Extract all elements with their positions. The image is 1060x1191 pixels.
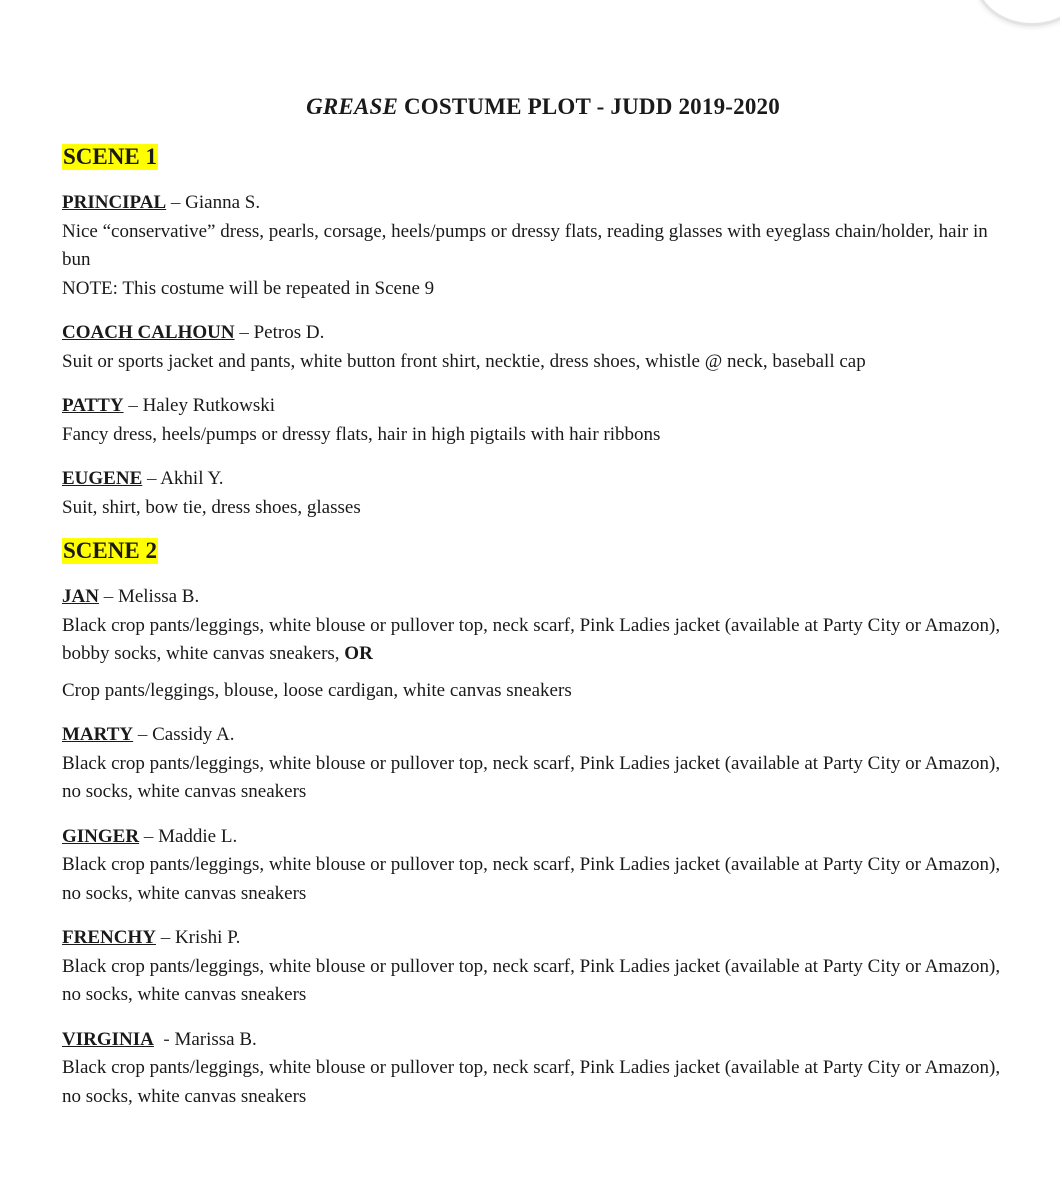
costume-description: Black crop pants/leggings, white blouse or pullover top, neck scarf, Pink Ladies jacket (available at Party City or Amazon), no socks, white canvas sneakers — [62, 955, 1001, 1005]
scene-2-heading: SCENE 2 — [63, 538, 157, 563]
role-name: COACH CALHOUN — [62, 322, 235, 343]
actor-name: Maddie L. — [158, 825, 238, 847]
role-separator: – — [123, 395, 143, 416]
costume-description-text: Black crop pants/leggings, white blouse or pullover top, neck scarf, Pink Ladies jacket (available at Party City or Amazon), bobby socks, white canvas sneakers, — [62, 614, 1001, 664]
role-ginger — [62, 823, 1002, 909]
role-separator: – — [98, 586, 118, 607]
actor-name: Haley Rutkowski — [142, 395, 276, 416]
title-rest: COSTUME PLOT - JUDD 2019-2020 — [398, 94, 780, 119]
actor-name: Akhil Y. — [160, 468, 224, 489]
costume-description: Suit or sports jacket and pants, white button front shirt, necktie, dress shoes, whistle @ neck, baseball cap — [62, 350, 866, 372]
costume-description — [62, 612, 1002, 669]
actor-name: Cassidy A. — [152, 724, 235, 745]
role-separator: – — [133, 724, 153, 745]
role-coach-calhoun — [62, 319, 1002, 376]
costume-description: Suit, shirt, bow tie, dress shoes, glasses — [62, 496, 361, 518]
costume-description: Black crop pants/leggings, white blouse or pullover top, neck scarf, Pink Ladies jacket (available at Party City or Amazon), no socks, white canvas sneakers — [62, 854, 1001, 904]
title-italic: GREASE — [306, 94, 399, 119]
role-virginia — [62, 1026, 1002, 1112]
actor-name: Petros D. — [253, 322, 325, 343]
role-principal — [62, 189, 1002, 303]
role-name: GINGER — [62, 825, 140, 847]
costume-description: Nice “conservative” dress, pearls, corsage, heels/pumps or dressy flats, reading glasses with eyeglass chain/holder, hair in bun — [62, 220, 988, 270]
actor-name: Gianna S. — [185, 192, 261, 213]
costume-or-label: OR — [344, 643, 373, 664]
role-name: JAN — [62, 586, 99, 607]
role-name: MARTY — [62, 724, 134, 745]
role-patty — [62, 392, 1002, 449]
role-separator: – — [139, 825, 159, 847]
role-name: PRINCIPAL — [62, 192, 167, 213]
role-name: FRENCHY — [62, 927, 156, 948]
costume-alternative: Crop pants/leggings, blouse, loose cardigan, white canvas sneakers — [62, 679, 572, 701]
role-jan — [62, 583, 1002, 669]
actor-name: Melissa B. — [117, 586, 200, 607]
role-name: VIRGINIA — [62, 1028, 154, 1050]
role-marty — [62, 721, 1002, 807]
document-page — [62, 94, 1002, 1127]
role-name: EUGENE — [62, 468, 143, 489]
actor-name: Krishi P. — [174, 927, 241, 948]
actor-name: Marissa B. — [174, 1028, 257, 1050]
role-frenchy — [62, 924, 1002, 1010]
scene-1-heading: SCENE 1 — [63, 144, 157, 169]
costume-description: Black crop pants/leggings, white blouse or pullover top, neck scarf, Pink Ladies jacket (available at Party City or Amazon), no socks, white canvas sneakers — [62, 752, 1001, 802]
costume-description: Black crop pants/leggings, white blouse or pullover top, neck scarf, Pink Ladies jacket (available at Party City or Amazon), no socks, white canvas sneakers — [62, 1057, 1001, 1107]
corner-overlay-button[interactable] — [974, 0, 1060, 26]
role-separator: – — [166, 192, 186, 213]
role-separator: – — [155, 927, 175, 948]
role-separator: – — [142, 468, 161, 489]
role-separator: – — [234, 322, 254, 343]
costume-note: NOTE: This costume will be repeated in Scene 9 — [62, 277, 435, 299]
role-separator: - — [153, 1028, 175, 1050]
document-title — [62, 94, 1002, 120]
role-eugene — [62, 465, 1002, 522]
role-name: PATTY — [62, 395, 124, 416]
costume-description: Fancy dress, heels/pumps or dressy flats, hair in high pigtails with hair ribbons — [62, 423, 661, 445]
